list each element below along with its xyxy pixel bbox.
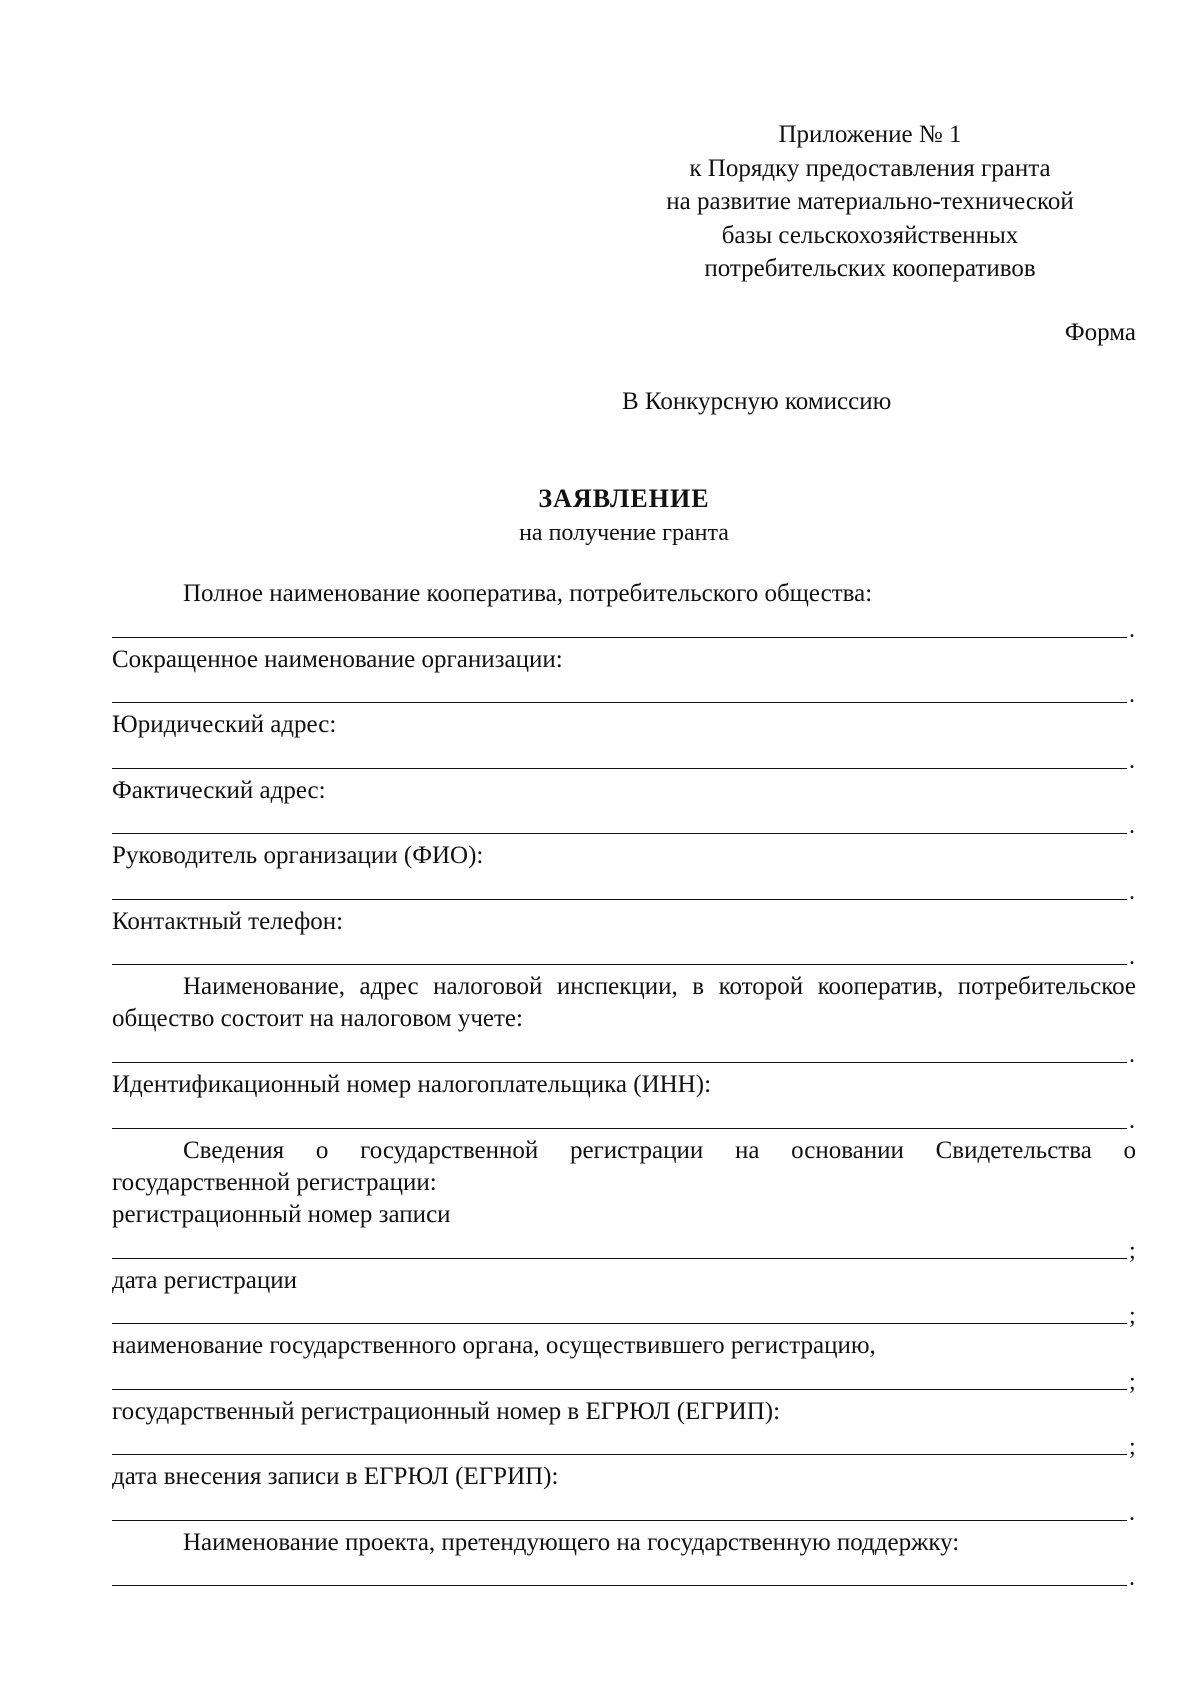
field-end-mark: . [1129, 813, 1135, 839]
fill-in-line[interactable] [112, 964, 1127, 965]
field-label: Полное наименование кооператива, потребительского общества: [183, 580, 873, 607]
field-full-name [112, 578, 1138, 644]
field-tax-inspection [112, 971, 1138, 1069]
fill-in-line[interactable] [112, 1389, 1127, 1390]
field-label [112, 1135, 1136, 1199]
field-end-mark: ; [1129, 1434, 1136, 1460]
document-subtitle: на получение гранта [519, 520, 729, 546]
field-label: Наименование, адрес налоговой инспекции, в которой кооператив, потребительское общество состоит на налоговом учете: [112, 973, 1136, 1032]
annex-line: потребительских кооперативов [704, 255, 1036, 282]
field-inn [112, 1069, 1138, 1135]
field-label: Идентификационный номер налогоплательщика (ИНН): [112, 1071, 712, 1098]
field-phone [112, 906, 1138, 972]
field-end-mark: . [1129, 1107, 1135, 1134]
fill-in-line[interactable] [112, 1128, 1127, 1129]
field-registration-date [112, 1265, 1138, 1331]
fill-in-line[interactable] [112, 833, 1127, 834]
fill-in-line[interactable] [112, 899, 1127, 900]
field-head-name [112, 840, 1138, 906]
field-end-mark: . [1129, 878, 1135, 905]
field-end-mark: ; [1129, 1368, 1136, 1395]
application-fields [112, 578, 1138, 1592]
fill-in-line[interactable] [112, 1585, 1127, 1586]
fill-in-line[interactable] [112, 1323, 1127, 1324]
annex-line: Приложение № 1 [778, 121, 962, 148]
field-legal-address [112, 709, 1138, 775]
field-end-mark: . [1129, 944, 1135, 970]
fill-in-line[interactable] [112, 768, 1127, 769]
field-label: дата внесения записи в ЕГРЮЛ (ЕГРИП): [112, 1463, 559, 1490]
fill-in-line[interactable] [112, 1062, 1127, 1063]
field-end-mark: . [1129, 1565, 1135, 1591]
annex-header [640, 118, 1100, 286]
field-end-mark: . [1129, 616, 1135, 643]
field-end-mark: ; [1129, 1237, 1136, 1264]
fill-in-line[interactable] [112, 637, 1127, 638]
field-label: регистрационный номер записи [112, 1200, 451, 1228]
field-label: наименование государственного органа, осуществившего регистрацию, [112, 1332, 876, 1359]
field-label: дата регистрации [112, 1266, 298, 1294]
field-registration-number [112, 1135, 1138, 1265]
fill-in-line[interactable] [112, 1454, 1127, 1455]
field-egrul-number [112, 1396, 1138, 1462]
annex-line: к Порядку предоставления гранта [689, 154, 1051, 182]
field-short-name [112, 644, 1138, 710]
field-label: Сокращенное наименование организации: [112, 645, 563, 673]
field-registration-authority [112, 1330, 1138, 1396]
field-label: государственный регистрационный номер в ЕГРЮЛ (ЕГРИП): [112, 1397, 781, 1425]
field-label: Наименование проекта, претендующего на государственную поддержку: [183, 1528, 960, 1556]
field-end-mark: . [1129, 747, 1135, 774]
field-label: Юридический адрес: [112, 711, 337, 738]
field-end-mark: . [1129, 682, 1135, 708]
fill-in-line[interactable] [112, 702, 1127, 703]
field-end-mark: ; [1129, 1303, 1136, 1329]
field-project-name [112, 1527, 1138, 1593]
annex-line: на развитие материально-технической [666, 188, 1074, 215]
fill-in-line[interactable] [112, 1520, 1127, 1521]
field-label: Фактический адрес: [112, 776, 326, 804]
registration-intro: Сведения о государственной регистрации на основании Свидетельства о государственной регистрации: [112, 1136, 1136, 1196]
field-end-mark: . [1129, 1499, 1135, 1526]
field-label: Контактный телефон: [112, 907, 344, 935]
field-end-mark: . [1129, 1042, 1135, 1068]
field-egrul-date [112, 1461, 1138, 1527]
form-label: Форма [1064, 319, 1136, 346]
field-actual-address [112, 775, 1138, 841]
document-title: ЗАЯВЛЕНИЕ [538, 484, 710, 513]
addressee: В Конкурсную комиссию [622, 388, 892, 415]
annex-line: базы сельскохозяйственных [721, 221, 1019, 249]
fill-in-line[interactable] [112, 1258, 1127, 1259]
field-label: Руководитель организации (ФИО): [112, 842, 484, 869]
